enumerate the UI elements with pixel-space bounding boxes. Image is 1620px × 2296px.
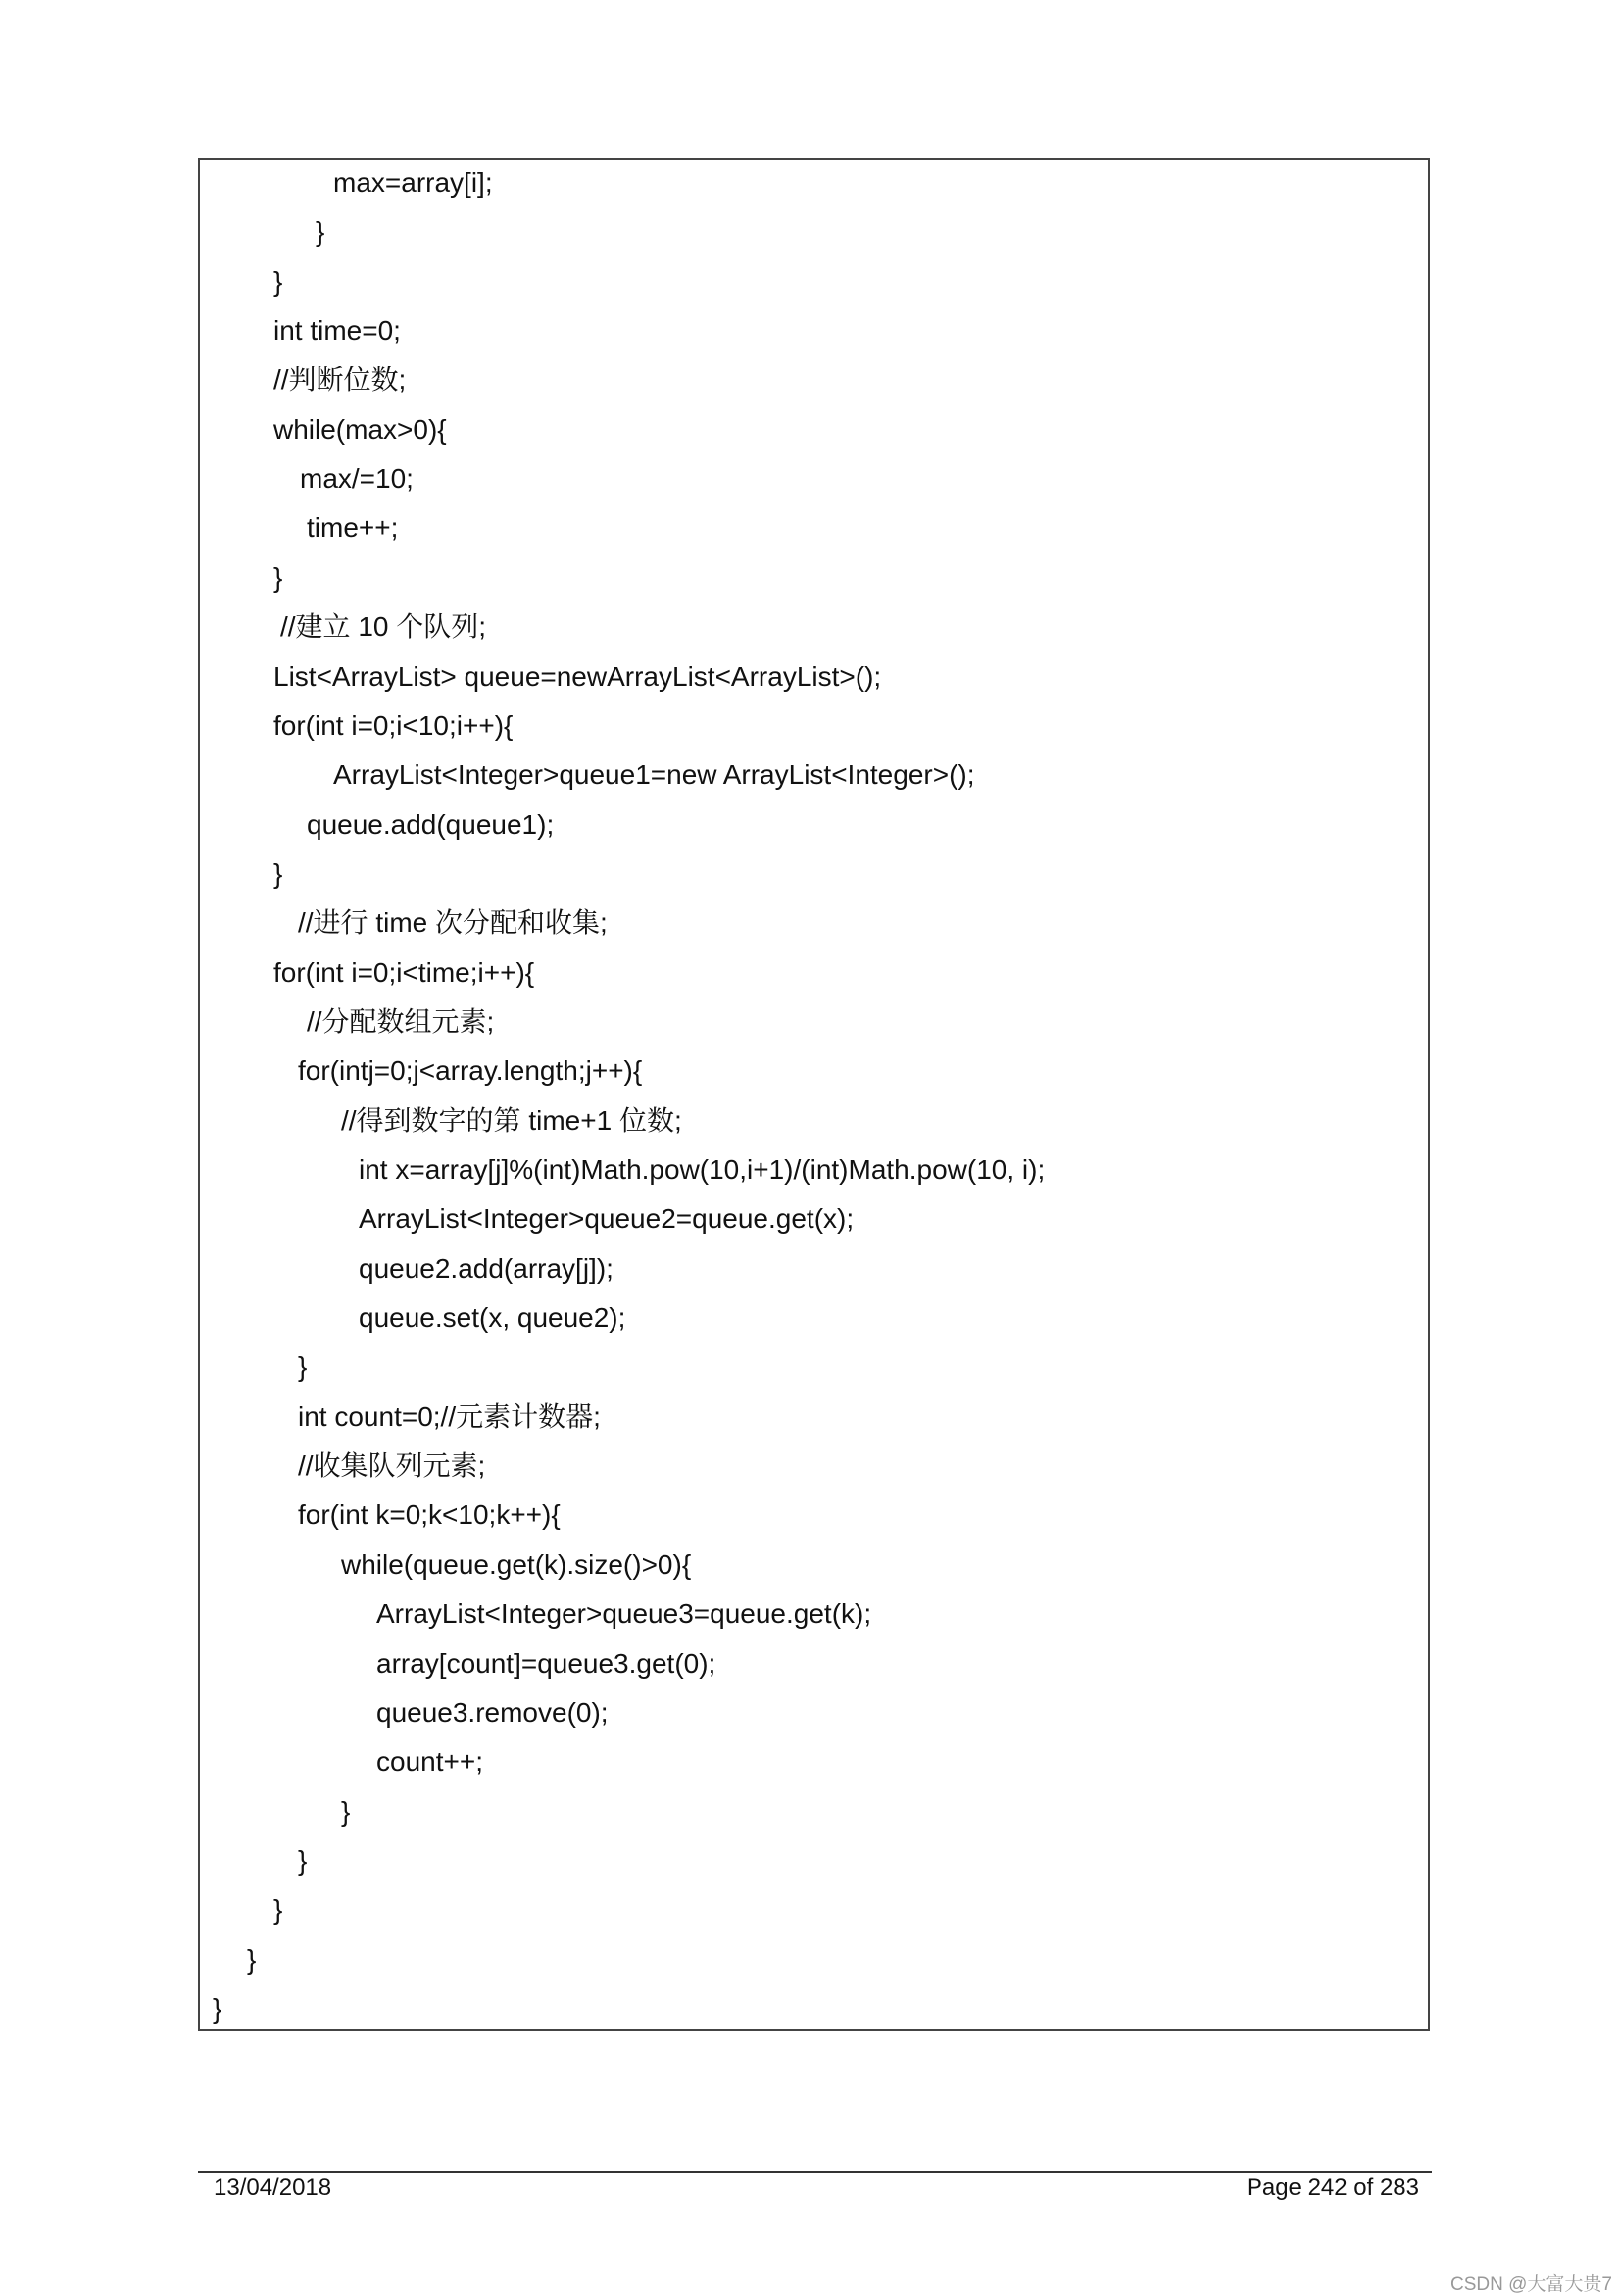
code-line: int time=0; [273,316,401,347]
code-line: ArrayList<Integer>queue1=new ArrayList<Integer>(); [333,759,975,791]
code-line: int x=array[j]%(int)Math.pow(10,i+1)/(int)Math.pow(10, i); [359,1154,1046,1185]
footer-divider [198,2171,1432,2173]
code-line: } [213,1992,222,2024]
code-line: } [273,266,283,297]
code-line: //收集队列元素; [298,1450,486,1482]
code-line: queue3.remove(0); [376,1696,609,1728]
code-line: } [273,562,283,593]
footer-page-number: Page 242 of 283 [1246,2174,1419,2201]
code-line: ArrayList<Integer>queue3=queue.get(k); [376,1598,872,1630]
code-line: } [341,1795,351,1827]
code-line: count++; [376,1746,483,1778]
code-line: for(int i=0;i<10;i++){ [273,709,514,741]
footer-date: 13/04/2018 [214,2174,332,2201]
code-line: queue.set(x, queue2); [359,1302,626,1334]
code-line: queue2.add(array[j]); [359,1252,614,1284]
code-line: //进行 time 次分配和收集; [298,907,608,939]
code-line: array[count]=queue3.get(0); [376,1647,716,1679]
code-line: } [247,1943,257,1975]
code-line: //得到数字的第 time+1 位数; [341,1104,682,1136]
code-line: while(max>0){ [273,414,447,445]
code-line: queue.add(queue1); [307,808,555,840]
code-line: while(queue.get(k).size()>0){ [341,1548,692,1580]
code-line: max=array[i]; [333,168,493,198]
code-line: //分配数组元素; [307,1005,495,1037]
watermark: CSDN @大富大贵7 [1450,2274,1612,2295]
code-line: for(int i=0;i<time;i++){ [273,956,535,988]
code-line: } [273,1894,283,1926]
code-line: for(intj=0;j<array.length;j++){ [298,1055,643,1087]
code-line: max/=10; [300,464,414,495]
code-line: time++; [307,513,399,544]
code-line: } [298,1844,308,1876]
code-line: //建立 10 个队列; [280,611,487,643]
code-line: //判断位数; [273,365,407,396]
code-line: } [298,1351,308,1383]
code-line: int count=0;//元素计数器; [298,1400,601,1432]
code-line: for(int k=0;k<10;k++){ [298,1499,561,1531]
code-line: ArrayList<Integer>queue2=queue.get(x); [359,1203,855,1235]
code-line: } [316,217,325,248]
code-line: List<ArrayList> queue=newArrayList<ArrayList>(); [273,660,882,692]
code-line: } [273,857,283,889]
